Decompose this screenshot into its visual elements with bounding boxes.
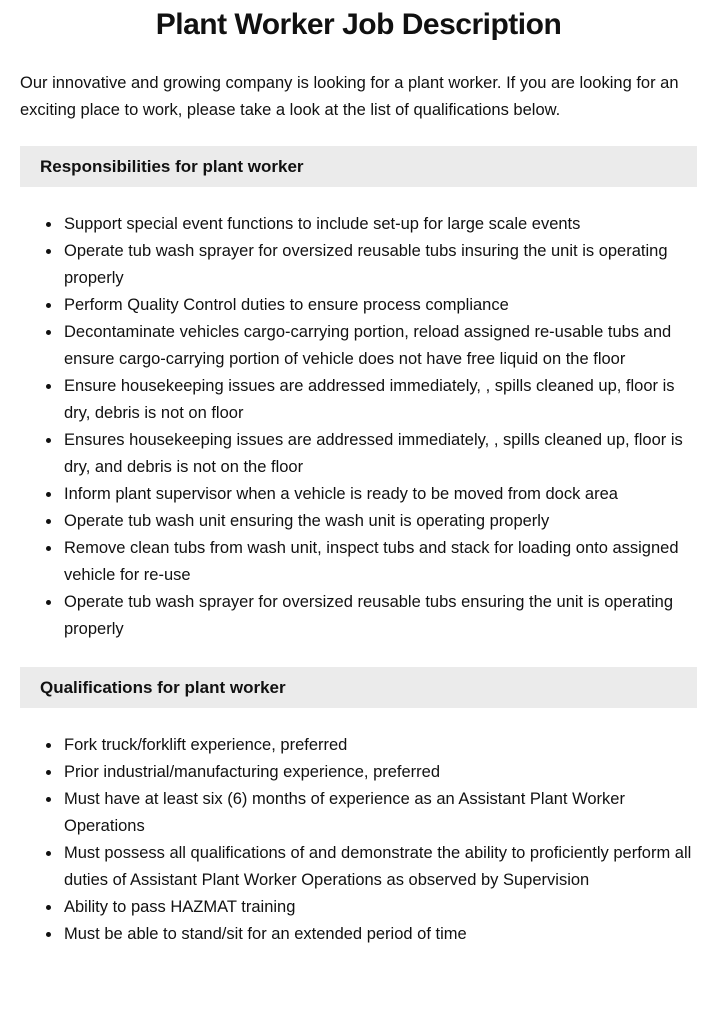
qualifications-heading: Qualifications for plant worker [20, 667, 697, 708]
list-item: • Operate tub wash unit ensuring the wash unit is operating properly [62, 508, 697, 535]
list-item: • Prior industrial/manufacturing experience, preferred [62, 759, 697, 786]
list-item: • Support special event functions to include set-up for large scale events [62, 211, 697, 238]
list-item: • Operate tub wash sprayer for oversized reusable tubs insuring the unit is operating properly [62, 238, 697, 292]
responsibilities-section [20, 146, 697, 643]
list-item: • Inform plant supervisor when a vehicle is ready to be moved from dock area [62, 481, 697, 508]
qualifications-list [20, 732, 697, 948]
list-item: • Must be able to stand/sit for an extended period of time [62, 921, 697, 948]
responsibilities-list [20, 211, 697, 643]
list-item: • Ensures housekeeping issues are addressed immediately, , spills cleaned up, floor is dry, and debris is not on the floor [62, 427, 697, 481]
list-item: • Remove clean tubs from wash unit, inspect tubs and stack for loading onto assigned vehicle for re-use [62, 535, 697, 589]
list-item: • Fork truck/forklift experience, preferred [62, 732, 697, 759]
list-item: • Decontaminate vehicles cargo-carrying portion, reload assigned re-usable tubs and ensure cargo-carrying portion of vehicle does not have free liquid on the floor [62, 319, 697, 373]
list-item: • Ability to pass HAZMAT training [62, 894, 697, 921]
qualifications-section [20, 667, 697, 948]
intro-paragraph: Our innovative and growing company is looking for a plant worker. If you are looking for an exciting place to work, please take a look at the list of qualifications below. [20, 74, 679, 119]
list-item: • Must possess all qualifications of and demonstrate the ability to proficiently perform all duties of Assistant Plant Worker Operations as observed by Supervision [62, 840, 697, 894]
list-item: • Must have at least six (6) months of experience as an Assistant Plant Worker Operations [62, 786, 697, 840]
list-item: • Operate tub wash sprayer for oversized reusable tubs ensuring the unit is operating properly [62, 589, 697, 643]
responsibilities-heading: Responsibilities for plant worker [20, 146, 697, 187]
list-item: • Perform Quality Control duties to ensure process compliance [62, 292, 697, 319]
list-item: • Ensure housekeeping issues are addressed immediately, , spills cleaned up, floor is dry, debris is not on floor [62, 373, 697, 427]
page-title: Plant Worker Job Description [155, 8, 562, 41]
